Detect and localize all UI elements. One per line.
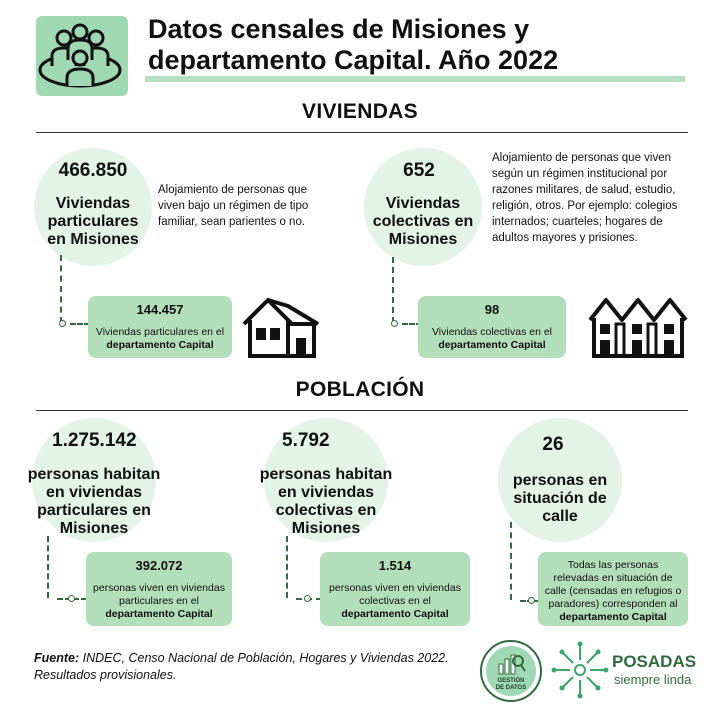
label-line: calle <box>542 508 578 525</box>
poblacion-particulares-number: 1.275.142 <box>52 430 137 451</box>
label-line: en viviendas <box>277 484 375 501</box>
capital-number: 1.514 <box>378 558 412 573</box>
title-line-1: Datos censales de Misiones y <box>148 14 530 44</box>
gestion-datos-logo <box>480 640 542 702</box>
people-group-icon <box>34 20 126 96</box>
connector-dot <box>304 595 311 602</box>
label-line: personas en <box>512 472 608 489</box>
capital-box-poblacion-particulares <box>86 552 232 626</box>
connector-dot <box>528 597 535 604</box>
divider-poblacion <box>36 410 688 411</box>
capital-number: 144.457 <box>136 302 184 317</box>
title-underline <box>145 76 685 82</box>
capital-box-viviendas-particulares <box>88 296 232 358</box>
label-line: Misiones <box>59 520 129 537</box>
posadas-logo-tagline: siempre linda <box>614 672 692 687</box>
capital-strong: departamento Capital <box>559 611 667 623</box>
label-line: Misiones <box>388 231 458 248</box>
poblacion-colectivas-number: 5.792 <box>282 430 330 451</box>
house-icon <box>240 294 322 360</box>
connector-vertical <box>286 536 288 598</box>
capital-text: Viviendas colectivas en el <box>431 326 553 338</box>
connector-dot <box>68 595 75 602</box>
capital-text: personas viven en viviendas particulares en el <box>93 582 225 607</box>
viviendas-colectivas-description: Alojamiento de personas que viven según un régimen institucional por razones militares, de salud, estudio, religión, otros. Por ejemplo: colegios internados; cuarteles; hogares de adultos mayores y prisiones. <box>492 152 678 244</box>
label-line: Viviendas <box>385 195 461 212</box>
label-line: personas habitan <box>27 466 161 483</box>
capital-strong: departamento Capital <box>438 339 546 351</box>
title-line-2: departamento Capital. Año 2022 <box>148 45 559 75</box>
poblacion-colectivas-label <box>256 466 396 538</box>
connector-vertical <box>510 522 512 600</box>
section-title-poblacion: POBLACIÓN <box>295 378 425 401</box>
label-line: particulares en <box>37 502 151 519</box>
capital-strong: departamento Capital <box>341 608 449 620</box>
poblacion-calle-label <box>494 472 626 526</box>
capital-box-poblacion-colectivas <box>320 552 470 626</box>
logo-line: DE DATOS <box>495 685 527 691</box>
viviendas-colectivas-label <box>360 195 486 249</box>
source-label: Fuente: <box>34 651 80 665</box>
poblacion-particulares-label <box>24 466 164 538</box>
label-line: particulares <box>47 213 139 230</box>
divider-viviendas <box>36 132 688 133</box>
capital-box-viviendas-colectivas <box>418 296 566 358</box>
capital-number: 98 <box>484 302 500 317</box>
viviendas-particulares-description: Alojamiento de personas que viven bajo un régimen de tipo familiar, sean parientes o no. <box>158 184 309 228</box>
logo-line: GESTIÓN <box>497 678 525 684</box>
label-line: en viviendas <box>45 484 143 501</box>
viviendas-colectivas-number: 652 <box>403 160 435 181</box>
capital-number: 392.072 <box>135 558 183 573</box>
connector-vertical <box>60 255 62 323</box>
label-line: Misiones <box>291 520 361 537</box>
capital-strong: departamento Capital <box>106 339 214 351</box>
label-line: colectivas en <box>372 213 474 230</box>
label-line: Viviendas <box>55 195 131 212</box>
connector-vertical <box>392 257 394 323</box>
viviendas-particulares-label <box>30 195 156 249</box>
label-line: en Misiones <box>47 231 139 248</box>
capital-text: Todas las personas relevadas en situación de calle (censadas en refugios o paradores) corresponden al <box>544 559 682 610</box>
source-text: INDEC, Censo Nacional de Población, Hogares y Viviendas 2022. Resultados provisionales. <box>34 651 449 682</box>
gestion-datos-logo-text <box>482 678 540 692</box>
label-line: situación de <box>513 490 607 507</box>
page-title <box>148 14 688 76</box>
connector-horizontal <box>70 323 90 325</box>
capital-text: Viviendas particulares en el <box>95 326 225 338</box>
source-note <box>34 650 454 684</box>
capital-strong: departamento Capital <box>105 608 213 620</box>
bar-chart-magnifier-icon <box>496 650 526 676</box>
building-icon <box>586 294 690 360</box>
label-line: personas habitan <box>259 466 393 483</box>
posadas-logo-name: POSADAS <box>612 652 697 671</box>
posadas-flower-icon <box>550 640 610 700</box>
capital-box-poblacion-calle <box>538 552 688 626</box>
poblacion-calle-number: 26 <box>542 434 564 455</box>
viviendas-particulares-number: 466.850 <box>58 160 128 181</box>
connector-dot <box>391 320 398 327</box>
connector-vertical <box>47 536 49 598</box>
connector-dot <box>59 320 66 327</box>
section-title-viviendas: VIVIENDAS <box>302 100 418 123</box>
capital-text: personas viven en viviendas colectivas en el <box>329 582 461 607</box>
label-line: colectivas en <box>275 502 377 519</box>
